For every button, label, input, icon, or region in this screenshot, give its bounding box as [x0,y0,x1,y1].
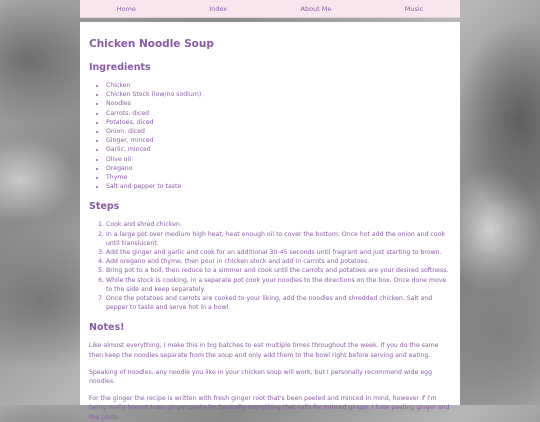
list-item: • Noodles [106,99,451,108]
nav-link-home[interactable]: Home [116,4,136,13]
page-title: Chicken Noodle Soup [89,38,214,50]
step-item: 3. Add the ginger and garlic and cook for an additional 30-45 seconds until fragrant and just starting to brown. [106,248,451,257]
ingredients-heading: Ingredients [89,62,151,73]
nav-link-music[interactable]: Music [404,4,424,13]
list-item: • Olive oil [106,155,451,164]
note-paragraph: Like almost everything, I make this in big batches to eat multiple times throughout the week. If you do the same then keep the noodles separate from the soup and only add them to the bowl right before serving and eating. [89,342,439,359]
list-item: • Thyme [106,173,451,182]
list-item: • Chicken Stock (low/no sodium) [106,90,451,99]
top-nav [80,0,460,18]
notes-heading: Notes! [89,322,125,334]
note-paragraph: For the ginger the recipe is written with fresh ginger root that's been peeled and minced in mind, however if I'm being really honest I use ginger paste for basically everything that calls for minced ginger. I hate peeling ginger and the paste [89,395,450,421]
list-item: • Carrots, diced [106,109,451,118]
list-item: • Salt and pepper to taste [106,182,451,191]
step-item: 4. Add oregano and thyme, then pour in chicken stock and add in carrots and potatoes. [106,257,451,266]
step-item: 5. Bring pot to a boil, then reduce to a simmer and cook until the carrots and potatoes are your desired softness. [106,266,451,275]
steps-heading: Steps [89,201,120,213]
list-item: • Garlic, minced [106,145,451,154]
list-item: • Chicken [106,81,451,90]
ingredients-list [89,81,451,191]
nav-link-about-me[interactable]: About Me [300,4,332,13]
step-item: 2. In a large pot over medium high heat, heat enough oil to cover the bottom. Once hot add the onion and cook until translucent. [106,230,451,248]
list-item: • Ginger, minced [106,136,451,145]
step-item: 6. While the stock is cooking, in a separate pot cook your noodles to the directions on the box. Once done move to the side and keep separately. [106,276,451,294]
content-panel[interactable] [80,22,460,421]
list-item: • Potatoes, diced [106,118,451,127]
list-item: • Onion, diced [106,127,451,136]
note-paragraph: Speaking of noodles, any noodle you like in your chicken soup will work, but I personally recommend wide egg noodles. [89,368,433,386]
steps-list [89,220,451,312]
recipe-article [80,22,460,422]
nav-link-index[interactable]: Index [209,4,228,13]
list-item: • Oregano [106,164,451,173]
step-item: 7. Once the potatoes and carrots are cooked to your liking, add the noodles and shredded chicken. Salt and pepper to taste and serve hot in a bowl. [106,294,451,312]
step-item: 1. Cook and shred chicken. [106,220,451,229]
